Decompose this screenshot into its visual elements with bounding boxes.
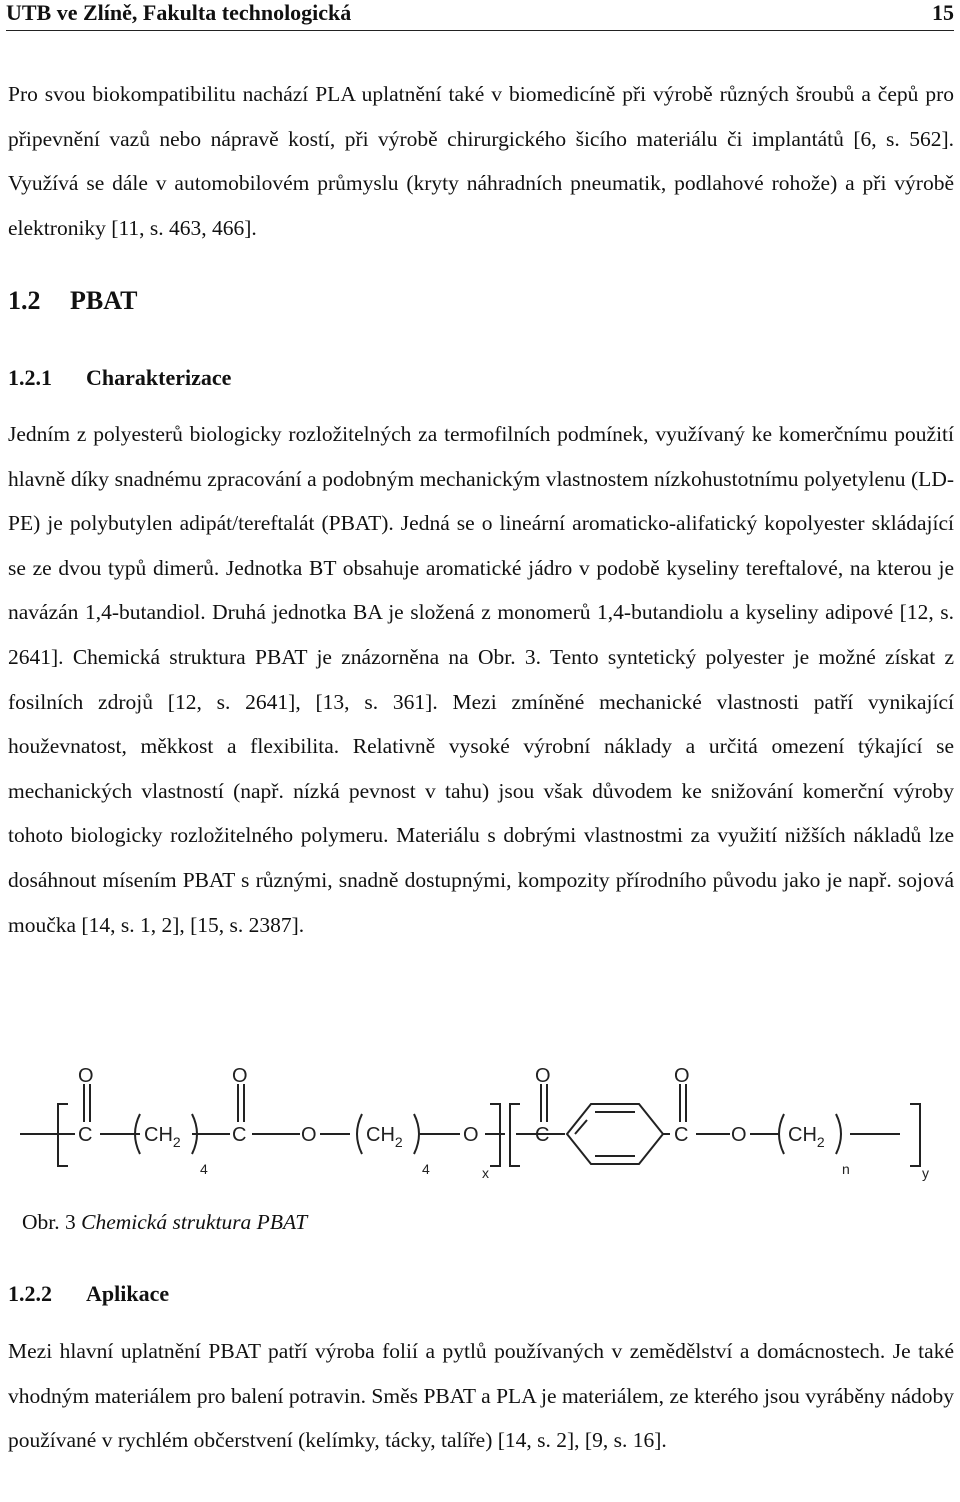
subscript-n: n [842,1161,850,1177]
carbon-atom: C [674,1124,689,1146]
oxygen-atom: O [301,1124,317,1146]
ch2-group: $CH_2$ [788,1124,825,1150]
ch2-group: $CH_2$ [366,1124,403,1150]
subscript-4: 4 [422,1161,430,1177]
pbat-structure-figure [20,1062,940,1182]
paragraph-pbat-characterization: Jedním z polyesterů biologicky rozložitelných za termofilních podmínek, využívaný ke komerčnímu použití hlavně díky snadnému zpracování a podobným mechanickým vlastnostem nízkohustotnímu polyetylenu (LD-PE) je polybutylen adipát/tereftalát (PBAT). Jedná se o lineární aromaticko-alifatický kopolyester skládající se ze dvou typů dimerů. Jednotka BT obsahuje aromatické jádro v podobě kyseliny tereftalové, na kterou je navázán 1,4-butandiol. Druhá jednotka BA je složená z monomerů 1,4-butandiolu a kyseliny adipové [12, s. 2641]. Chemická struktura PBAT je znázorněna na Obr. 3. Tento syntetický polyester je možné získat z fosilních zdrojů [12, s. 2641], [13, s. 361]. Mezi zmíněné mechanické vlastnosti patří vynikající houževnatost, měkkost a flexibilita. Relativně vysoké výrobní náklady a určitá omezení týkající se mechanických vlastností (např. nízká pevnost v tahu) jsou však důvodem ke snižování komerční výroby tohoto biologicky rozložitelného polymeru. Materiálu s dobrými vlastnostmi za využití nižších nákladů lze dosáhnout mísením PBAT s různými, snadně dostupnými, kompozity přírodního původu jako je např. sojová moučka [14, s. 1, 2], [15, s. 2387]. [8,422,954,937]
pbat-structure-diagram [20,1062,940,1182]
oxygen-atom: O [463,1124,479,1146]
carbon-atom: C [232,1124,247,1146]
subsection-number: 1.2.2 [8,1281,52,1306]
running-header: UTB ve Zlíně, Fakulta technologická [6,0,352,25]
section-title: PBAT [70,286,138,315]
subsection-title: Charakterizace [86,365,232,390]
section-heading [8,286,137,316]
subscript-x: x [482,1165,489,1181]
oxygen-atom: O [78,1065,94,1087]
subsection-heading-applications [8,1281,169,1307]
oxygen-atom: O [535,1065,551,1087]
subscript-y: y [922,1165,929,1181]
subsection-heading-characterization [8,365,231,391]
subscript-4: 4 [200,1161,208,1177]
page-header [6,0,954,31]
oxygen-atom: O [674,1065,690,1087]
carbon-atom: C [78,1124,93,1146]
figure-caption [22,1208,307,1236]
carbon-atom: C [535,1124,550,1146]
paragraph-pbat-applications: Mezi hlavní uplatnění PBAT patří výroba folií a pytlů používaných v zemědělství a domácnostech. Je také vhodným materiálem pro balení potravin. Směs PBAT a PLA je materiálem, ze kterého jsou vyráběny nádoby používané v rychlém občerstvení (kelímky, tácky, talíře) [14, s. 2], [9, s. 16]. [8,1339,954,1453]
figure-caption-label: Obr. 3 [22,1210,76,1234]
oxygen-atom: O [731,1124,747,1146]
figure-caption-title: Chemická struktura PBAT [81,1210,308,1234]
paragraph-pla-applications: Pro svou biokompatibilitu nachází PLA uplatnění také v biomedicíně při výrobě různých šroubů a čepů pro připevnění vazů nebo nápravě kostí, při výrobě chirurgického šicího materiálu či implantátů [6, s. 562]. Využívá se dále v automobilovém průmyslu (kryty náhradních pneumatik, podlahové rohože) a při výrobě elektroniky [11, s. 463, 466]. [8,82,954,240]
subsection-title: Aplikace [86,1281,170,1306]
page-number: 15 [932,0,954,25]
ch2-group: $CH_2$ [144,1124,181,1150]
oxygen-atom: O [232,1065,248,1087]
subsection-number: 1.2.1 [8,365,52,390]
section-number: 1.2 [8,286,41,315]
